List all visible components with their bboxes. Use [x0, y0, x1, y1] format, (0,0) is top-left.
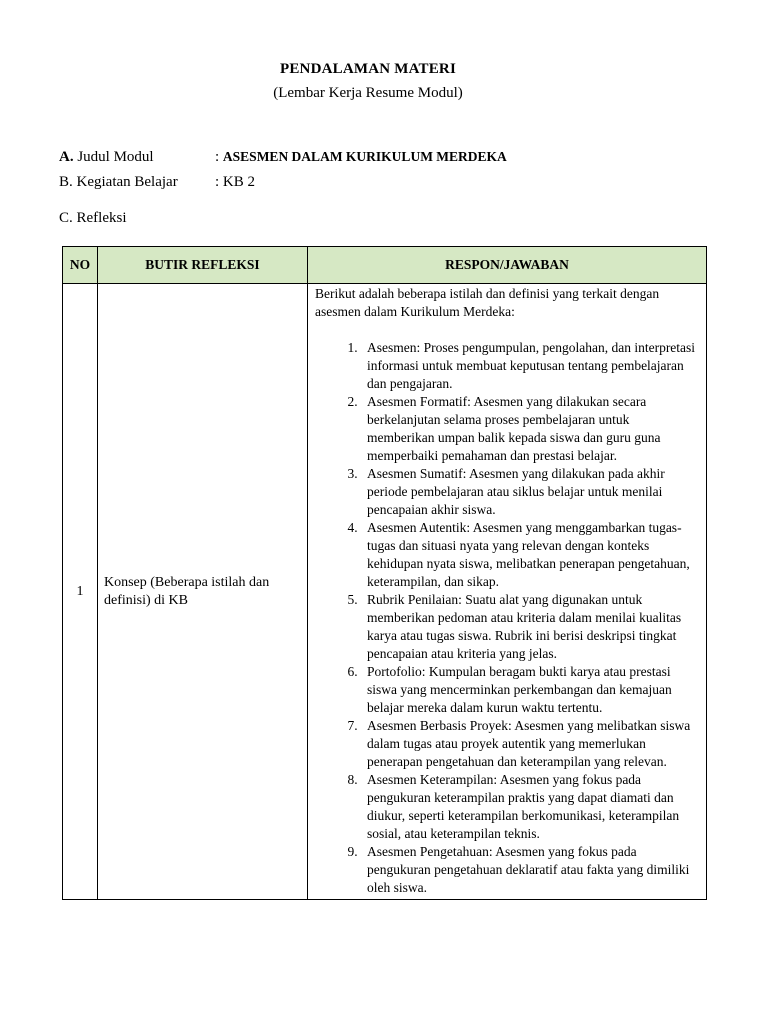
- table-row: [63, 284, 707, 900]
- header-no: NO: [63, 247, 98, 284]
- header-item: BUTIR REFLEKSI: [98, 247, 308, 284]
- response-list: [315, 339, 700, 897]
- module-title-sep: :: [215, 149, 220, 165]
- learning-activity-value: KB 2: [222, 174, 256, 190]
- module-title-row: [59, 149, 507, 166]
- list-item: 7. Asesmen Berbasis Proyek: Asesmen yang melibatkan siswa dalam tugas atau proyek autentik yang memerlukan penerapan pengetahuan dan keterampilan yang relevan.: [361, 717, 700, 771]
- list-item: 2. Asesmen Formatif: Asesmen yang dilakukan secara berkelanjutan selama proses pembelajaran untuk memberikan umpan balik kepada siswa dan guru guna memperbaiki pemahaman dan prestasi belajar.: [361, 393, 700, 465]
- reflection-heading: C. Refleksi: [59, 210, 127, 226]
- list-item: 3. Asesmen Sumatif: Asesmen yang dilakukan pada akhir periode pembelajaran atau siklus belajar untuk menilai pencapaian akhir siswa.: [361, 465, 700, 519]
- list-item: 4. Asesmen Autentik: Asesmen yang menggambarkan tugas-tugas dan situasi nyata yang relevan dengan konteks kehidupan nyata siswa, melibatkan penerapan pengetahuan, keterampilan, dan sikap.: [361, 519, 700, 591]
- module-title-value: ASESMEN DALAM KURIKULUM MERDEKA: [222, 149, 507, 164]
- learning-activity-label: B. Kegiatan Belajar: [59, 174, 178, 190]
- list-item: 5. Rubrik Penilaian: Suatu alat yang digunakan untuk memberikan pedoman atau kriteria dalam menilai kualitas karya atau tugas siswa. Rubrik ini berisi deskripsi tingkat pencapaian atau kriteria yang jelas.: [361, 591, 700, 663]
- list-item: 9. Asesmen Pengetahuan: Asesmen yang fokus pada pengukuran pengetahuan deklaratif atau fakta yang dimiliki oleh siswa.: [361, 843, 700, 897]
- row-response: [308, 284, 707, 900]
- table-header-row: [63, 247, 707, 284]
- reflection-table: [62, 246, 707, 900]
- learning-activity-row: [59, 174, 255, 191]
- row-item: Konsep (Beberapa istilah dan definisi) di KB: [98, 284, 308, 900]
- row-number: 1: [63, 284, 98, 900]
- list-item: 6. Portofolio: Kumpulan beragam bukti karya atau prestasi siswa yang mencerminkan perkembangan dan kemajuan belajar mereka dalam kurun waktu tertentu.: [361, 663, 700, 717]
- list-item: 8. Asesmen Keterampilan: Asesmen yang fokus pada pengukuran keterampilan praktis yang dapat diamati dan diukur, seperti keterampilan berkomunikasi, keterampilan sosial, atau keterampilan teknis.: [361, 771, 700, 843]
- page-subtitle: (Lembar Kerja Resume Modul): [273, 85, 463, 101]
- learning-activity-sep: :: [215, 174, 220, 190]
- page-title: PENDALAMAN MATERI: [279, 61, 457, 77]
- response-intro: Berikut adalah beberapa istilah dan definisi yang terkait dengan asesmen dalam Kurikulum Merdeka:: [315, 286, 660, 319]
- list-item: 1. Asesmen: Proses pengumpulan, pengolahan, dan interpretasi informasi untuk membuat keputusan tentang pembelajaran dan pengajaran.: [361, 339, 700, 393]
- module-title-label: A. Judul Modul: [59, 149, 154, 165]
- header-response: RESPON/JAWABAN: [308, 247, 707, 284]
